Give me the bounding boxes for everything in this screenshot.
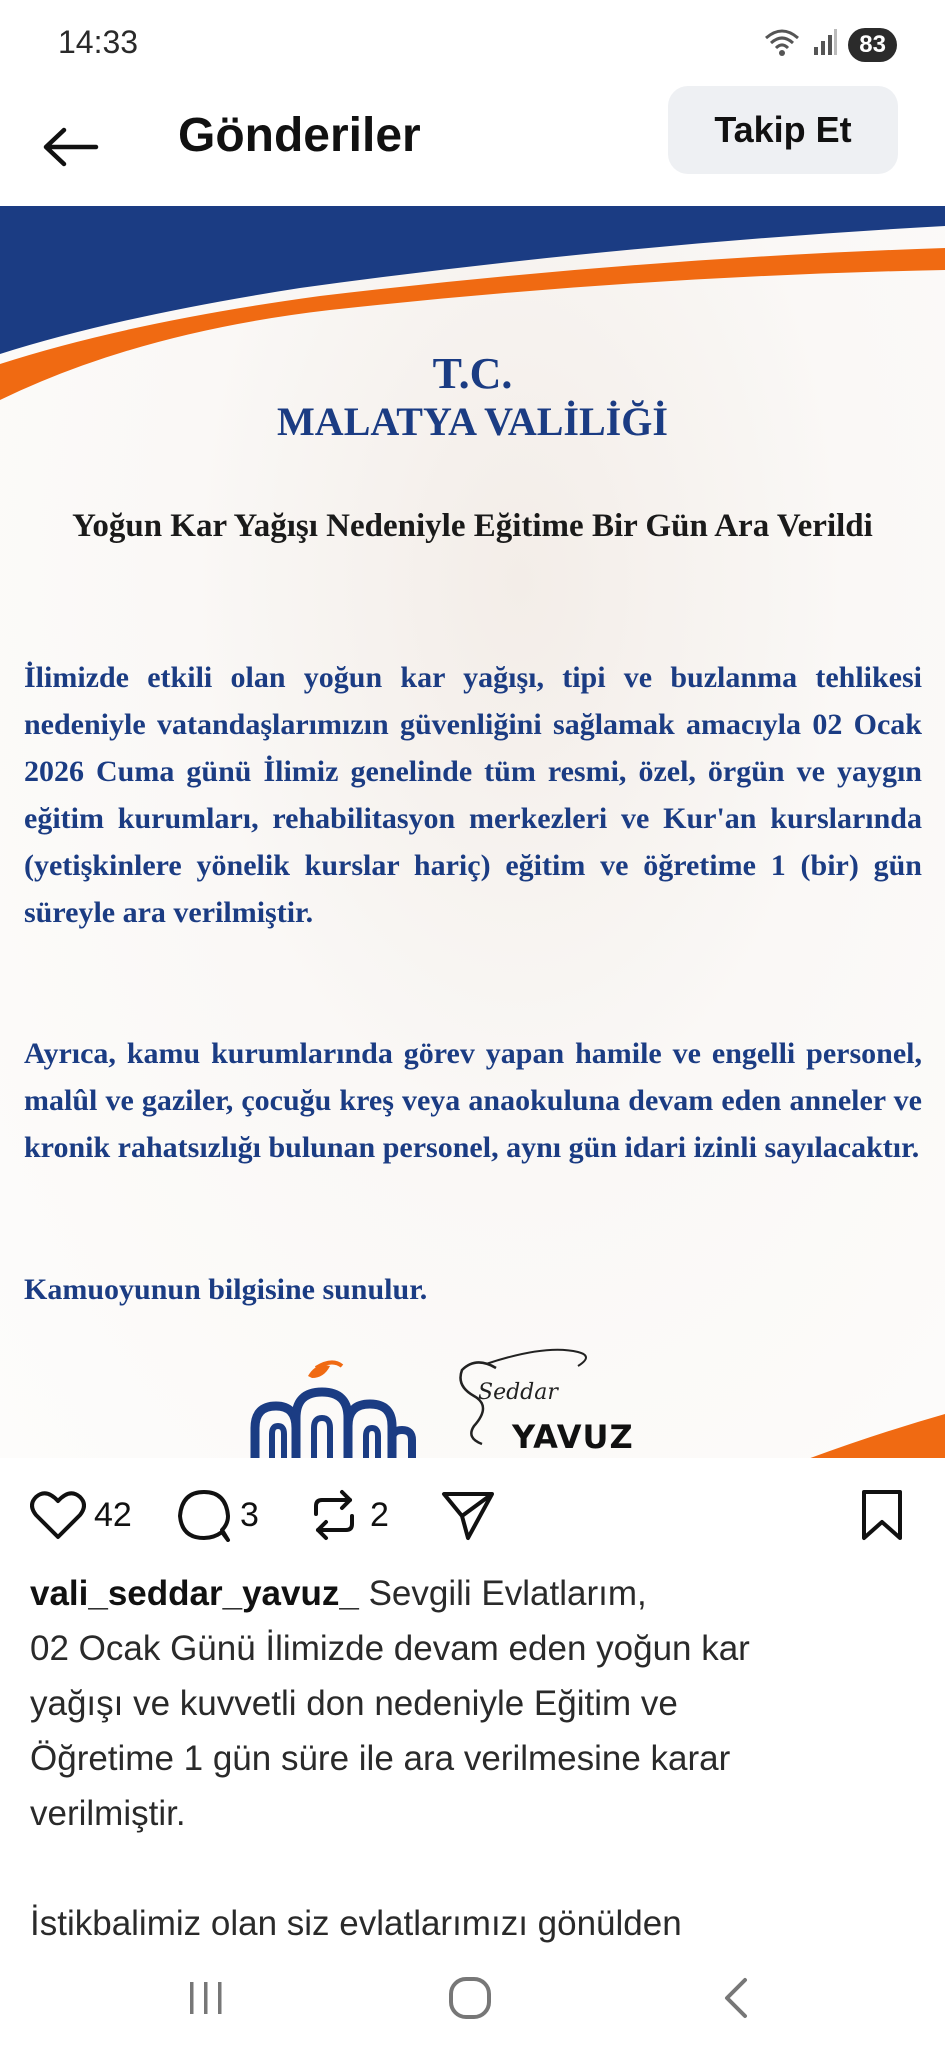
comment-bubble-icon (176, 1488, 232, 1542)
header (0, 86, 945, 206)
caption-spacer (30, 1841, 910, 1896)
malatya-logo-icon (250, 1356, 420, 1458)
repost-count: 2 (370, 1495, 389, 1534)
announcement-paragraph-2: Ayrıca, kamu kurumlarında görev yapan hamile ve engelli personel, malûl ve gaziler, çocuğu kreş veya anaokuluna devam eden anneler ve kronik rahatsızlığı bulunan personel, aynı gün idari izinli sayılacaktır. (24, 1037, 922, 1164)
caption-line-3: yağışı ve kuvvetli don nedeniyle Eğitim ve (30, 1684, 678, 1723)
page-title: Gönderiler (178, 109, 421, 162)
status-time: 14:33 (58, 24, 139, 60)
comment-count: 3 (240, 1495, 259, 1534)
caption-line-2: 02 Ocak Günü İlimizde devam eden yoğun kar (30, 1629, 750, 1668)
send-icon (440, 1488, 496, 1542)
home-circle-icon (447, 1975, 493, 2021)
like-button[interactable] (30, 1480, 132, 1550)
post-caption (30, 1566, 910, 1951)
announcement-paragraph-3: Kamuoyunun bilgisine sunulur. (24, 1273, 428, 1306)
recents-button[interactable] (166, 1968, 246, 2028)
heart-icon (30, 1489, 86, 1541)
battery-badge: 83 (848, 28, 897, 62)
arrow-left-icon (40, 127, 100, 167)
repost-button[interactable] (306, 1480, 389, 1550)
wifi-icon (762, 26, 802, 63)
caption-first-line: Sevgili Evlatlarım, (368, 1574, 647, 1613)
caption-username[interactable]: vali_seddar_yavuz_ (30, 1574, 359, 1613)
comment-button[interactable] (176, 1480, 259, 1550)
chevron-left-icon (721, 1976, 751, 2020)
signature-name-text: YAVUZ (512, 1418, 634, 1456)
caption-line-4: Öğretime 1 gün süre ile ara verilmesine karar (30, 1739, 731, 1778)
footer-banner-graphic (805, 1414, 945, 1458)
bookmark-button[interactable] (858, 1480, 906, 1550)
system-back-button[interactable] (696, 1968, 776, 2028)
signature-script-text: Seddar (478, 1380, 558, 1405)
share-button[interactable] (440, 1480, 496, 1550)
home-button[interactable] (430, 1968, 510, 2028)
caption-line-6: İstikbalimiz olan siz evlatlarımızı gönülden (30, 1904, 682, 1943)
post-action-bar (0, 1480, 945, 1550)
caption-line-1 (30, 1566, 910, 1621)
repost-icon (306, 1488, 362, 1542)
org-line-1: T.C. (432, 349, 513, 398)
announcement-paragraph-1: İlimizde etkili olan yoğun kar yağışı, tipi ve buzlanma tehlikesi nedeniyle vatandaşlarımızın güvenliğini sağlamak amacıyla 02 Ocak 2026 Cuma günü İlimiz genelinde tüm resmi, özel, örgün ve yaygın eğitim kurumları, rehabilitasyon merkezleri ve Kur'an kurslarında (yetişkinlere yönelik kurslar hariç) eğitim ve öğretime 1 (bir) gün süreyle ara verilmiştir. (24, 661, 922, 929)
follow-button[interactable]: Takip Et (668, 86, 898, 174)
back-button[interactable] (30, 112, 110, 182)
status-bar (0, 0, 945, 86)
post-image[interactable] (0, 206, 945, 1458)
announcement-headline: Yoğun Kar Yağışı Nedeniyle Eğitime Bir Gün Ara Verildi (72, 508, 873, 544)
recents-icon (184, 1978, 228, 2018)
system-nav-bar (0, 1948, 945, 2048)
signal-icon (812, 27, 838, 62)
bookmark-icon (858, 1488, 906, 1542)
status-icons (762, 26, 897, 63)
caption-line-5: verilmiştir. (30, 1794, 186, 1833)
org-line-2: MALATYA VALİLİĞİ (277, 399, 668, 444)
like-count: 42 (94, 1495, 132, 1534)
